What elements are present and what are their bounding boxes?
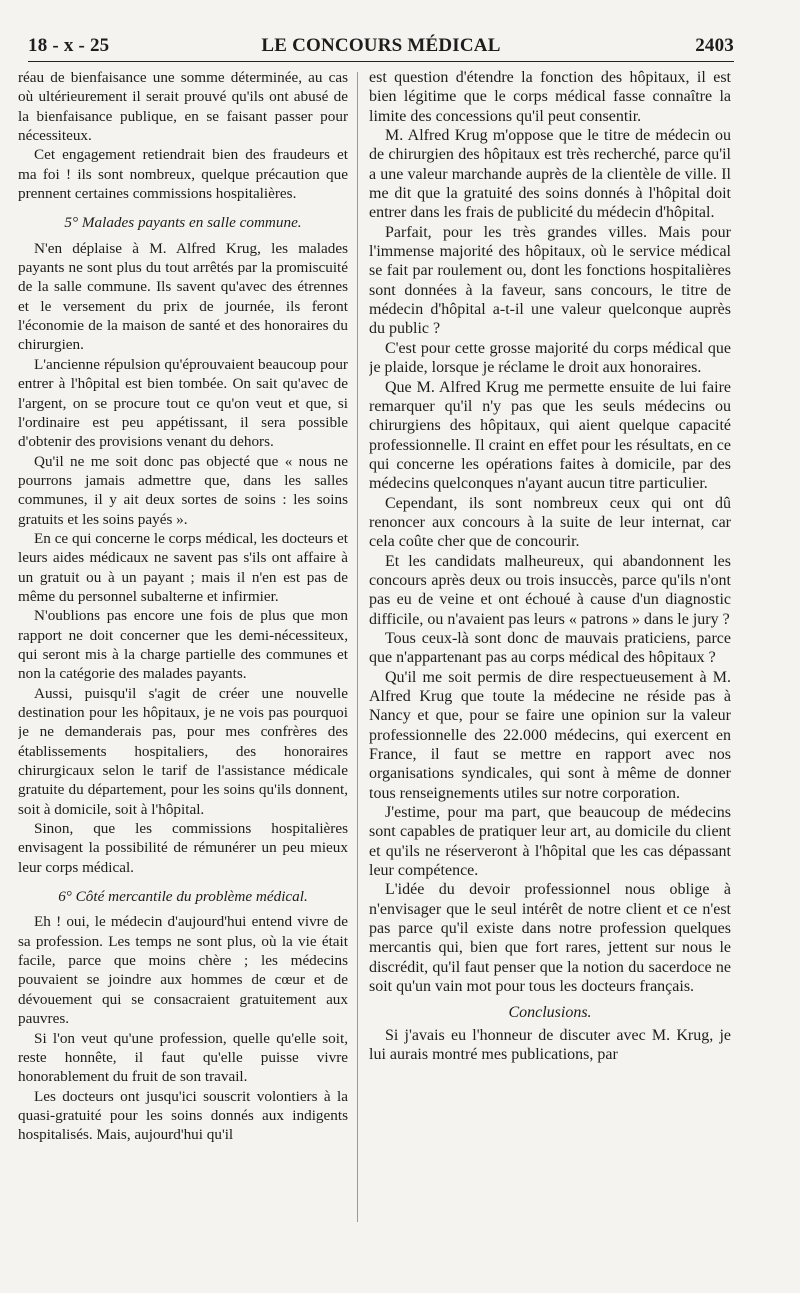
paragraph: L'ancienne répulsion qu'éprouvaient beaucoup pour entrer à l'hôpital est bien tombée. On sait qu'avec de l'argent, on se procure tout ce qu'on veut et que, si l'ordinaire est peu appétissant, il sera possible d'obtenir des provisions venant du dehors. — [18, 355, 348, 451]
paragraph: Cependant, ils sont nombreux ceux qui ont dû renoncer aux concours à la suite de leur internat, car cela coûte cher que de concourir. — [369, 494, 731, 551]
page-number: 2403 — [695, 35, 734, 56]
column-divider — [357, 72, 358, 1222]
paragraph: C'est pour cette grosse majorité du corps médical que je plaide, lorsque je réclame le droit aux honoraires. — [369, 339, 731, 377]
paragraph: L'idée du devoir professionnel nous oblige à n'envisager que le seul intérêt de notre client et ce n'est pas parce qu'il existe dans notre profession quelques mercantis qui, bien que fort rares, jettent sur nous le discrédit, qu'il faut penser que la notion du sacerdoce ne soit qu'un vain mot pour tous les docteurs français. — [369, 881, 731, 996]
paragraph: M. Alfred Krug m'oppose que le titre de médecin ou de chirurgien des hôpitaux est très recherché, parce qu'il a une valeur marchande auprès de la clientèle de ville. Il me dit que la gratuité des soins donnés à l'hôpital doit entrer dans les frais de publicité du médecin d'hôpital. — [369, 127, 731, 222]
paragraph: Sinon, que les commissions hospitalières envisagent la possibilité de rémunérer un peu mieux leur corps médical. — [18, 820, 348, 876]
paragraph: est question d'étendre la fonction des hôpitaux, il est bien légitime que le corps médical fasse connaître la limite des concessions qu'il peut consentir. — [369, 69, 731, 125]
paragraph: N'en déplaise à M. Alfred Krug, les malades payants ne sont plus du tout arrêtés par la promiscuité de la salle commune. Ils savent qu'avec des étrennes et le versement du prix de journée, ils feront l'économie de la maison de santé et des honoraires du chirurgien. — [18, 239, 348, 354]
paragraph: Les docteurs ont jusqu'ici souscrit volontiers à la quasi-gratuité pour les soins donnés aux indigents hospitalisés. Mais, aujourd'hui qu'il — [18, 1087, 348, 1144]
conclusions-heading: Conclusions. — [508, 1003, 592, 1021]
paragraph: Tous ceux-là sont donc de mauvais praticiens, parce que n'appartenant pas au corps médical des hôpitaux ? — [369, 629, 731, 667]
section-heading: 6° Côté mercantile du problème médical. — [58, 888, 308, 906]
paragraph: Si l'on veut qu'une profession, quelle qu'elle soit, reste honnête, il faut qu'elle puisse vivre honorablement du fruit de son travail. — [18, 1029, 348, 1086]
paragraph: N'oublions pas encore une fois de plus que mon rapport ne doit concerner que les demi-nécessiteux, qui seront mis à la charge partielle des communes et non la catégorie des malades payants. — [18, 607, 348, 683]
right-column — [369, 68, 731, 1273]
paragraph: Aussi, puisqu'il s'agit de créer une nouvelle destination pour les hôpitaux, je ne vois pas pourquoi je ne demanderais pas, pour mes confrères des établissements hospitaliers, des honoraires chirurgicaux selon le tarif de l'assistance médicale gratuite du département, pour les soins qu'ils donnent, soit à domicile, soit à l'hôpital. — [18, 684, 348, 818]
paragraph: Parfait, pour les très grandes villes. Mais pour l'immense majorité des hôpitaux, où le service médical se fait par roulement ou, dont les fonctions hospitalières sont données à la faveur, sans concours, le titre de médecin d'hôpital a-t-il une valeur quelconque auprès du public ? — [369, 223, 731, 338]
paragraph: Eh ! oui, le médecin d'aujourd'hui entend vivre de sa profession. Les temps ne sont plus, où la vie était facile, parce que moins chère ; les médecins pouvaient se joindre aux hommes de cœur et de dévouement qui se consacraient gratuitement aux pauvres. — [18, 913, 348, 1028]
paragraph: Si j'avais eu l'honneur de discuter avec M. Krug, je lui aurais montré mes publications, par — [369, 1026, 731, 1064]
paragraph: réau de bienfaisance une somme déterminée, au cas où ultérieurement il serait prouvé qu'ils ont abusé de la bienfaisance publique, en se faisant passer pour nécessiteux. — [18, 69, 348, 145]
section-heading: 5° Malades payants en salle commune. — [64, 214, 302, 232]
paragraph: J'estime, pour ma part, que beaucoup de médecins sont capables de pratiquer leur art, au domicile du client et qu'ils ne réserveront à l'hôpital que les cas dépassant leur compétence. — [369, 804, 731, 880]
paragraph: En ce qui concerne le corps médical, les docteurs et leurs aides médicaux ne savent pas s'ils ont affaire à un gratuit ou à un payant ; mais il n'en est pas de même du personnel subalterne et infirmier. — [18, 529, 348, 605]
paragraph: Et les candidats malheureux, qui abandonnent les concours après deux ou trois insuccès, parce qu'ils n'ont pas eu de veine et ont échoué à cause d'un diagnostic difficile, ou n'avaient pas leurs « patrons » dans le jury ? — [369, 552, 731, 628]
journal-title: LE CONCOURS MÉDICAL — [261, 35, 501, 56]
paragraph: Que M. Alfred Krug me permette ensuite de lui faire remarquer qu'il n'y pas que les seuls médecins ou chirurgiens des hôpitaux, qui aient quelque capacité professionnelle. Il craint en effet pour les résultats, en ce qui concerne les opérations faites à domicile, par des médecins quelconques n'ayant aucun titre particulier. — [369, 378, 731, 493]
paragraph: Cet engagement retiendrait bien des fraudeurs et ma foi ! ils sont nombreux, quelque précaution que prennent certaines commissions hospitalières. — [18, 146, 348, 203]
paragraph: Qu'il ne me soit donc pas objecté que « nous ne pourrons jamais admettre que, dans les salles communes, il y ait deux sortes de soins : les soins gratuits et les soins payés ». — [18, 452, 348, 528]
left-column — [18, 68, 348, 1273]
page-header — [28, 33, 734, 62]
paragraph: Qu'il me soit permis de dire respectueusement à M. Alfred Krug que toute la médecine ne réside pas à Nancy et que, pour se faire une opinion sur la valeur professionnelle des 22.000 médecins, qui exercent en France, il faut se mettre en rapport avec nos organisations syndicales, qui sont à même de donner tous renseignements utiles sur notre corporation. — [369, 668, 731, 802]
header-date: 18 - x - 25 — [28, 35, 110, 56]
